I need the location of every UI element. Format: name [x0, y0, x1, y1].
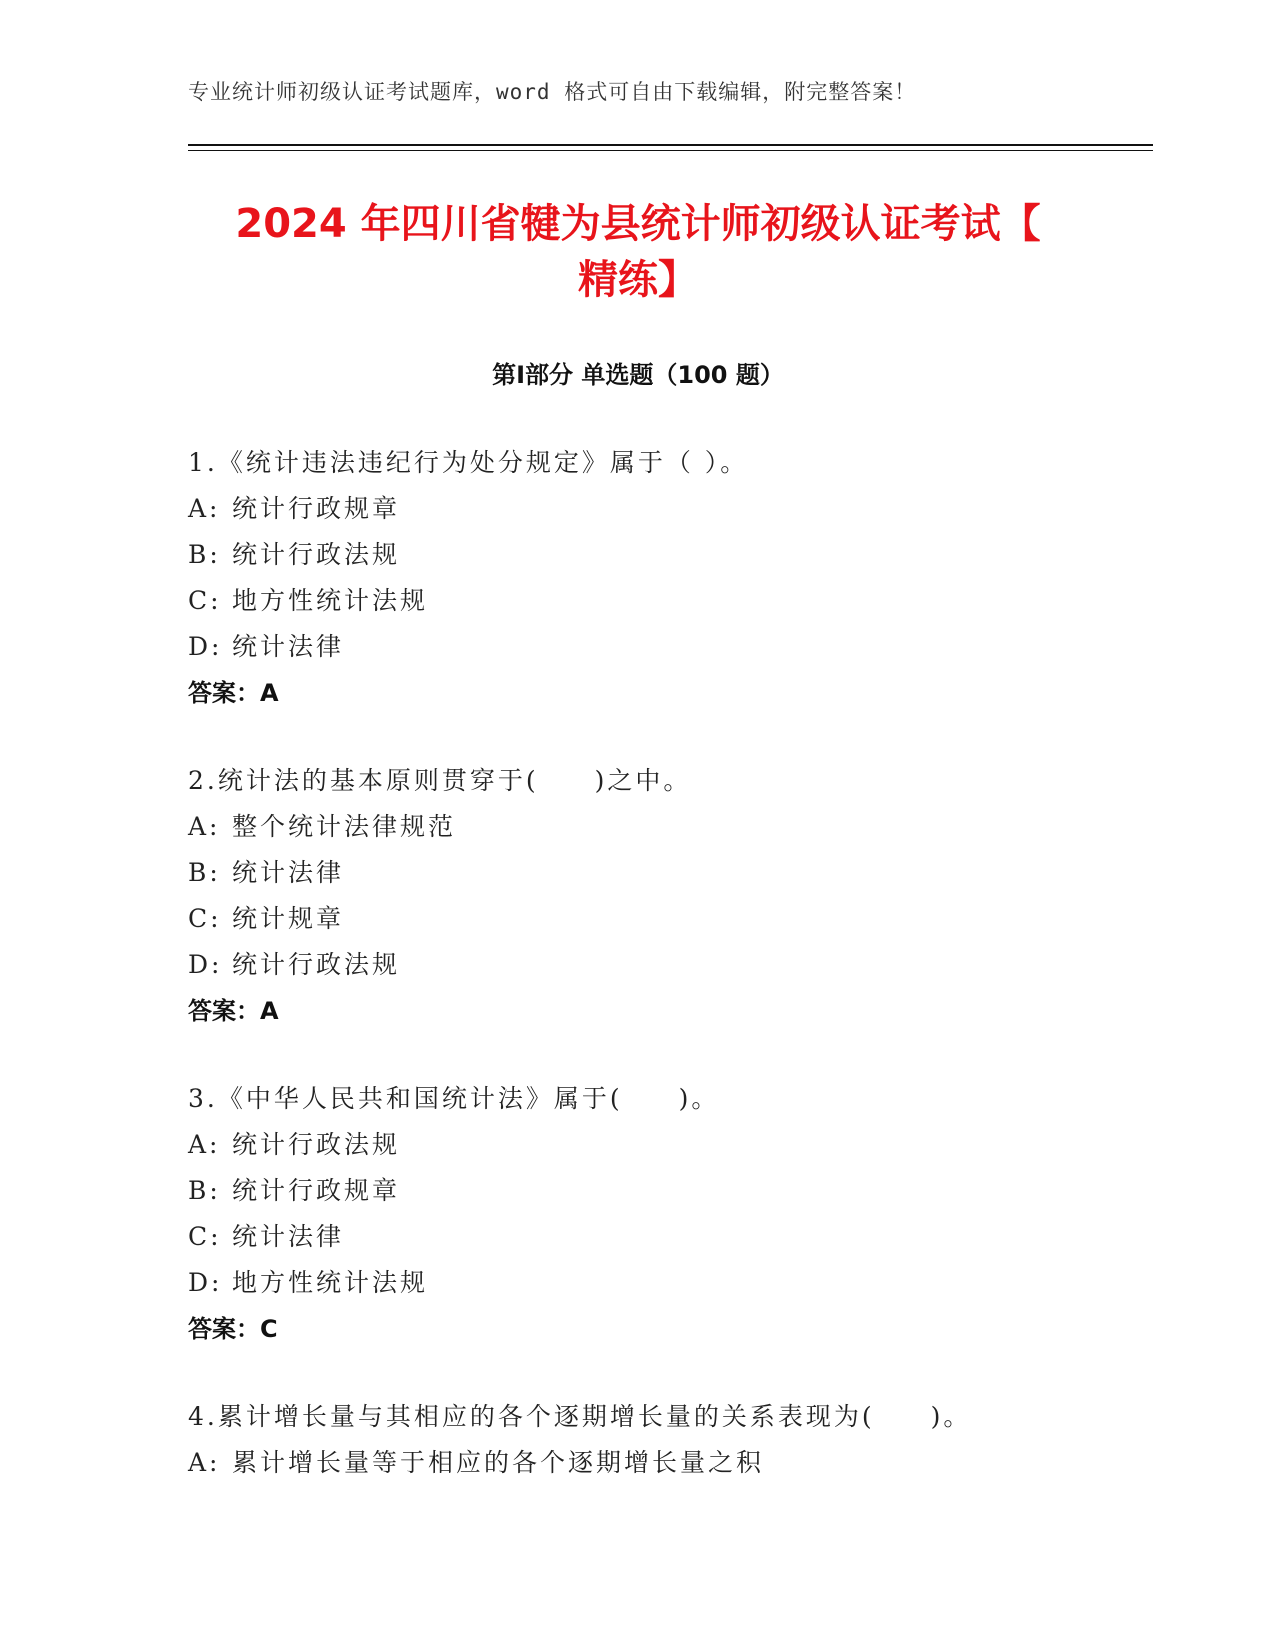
- document-title-line1: 2024 年四川省犍为县统计师初级认证考试【: [235, 201, 1041, 247]
- option-letter: D:: [188, 950, 223, 979]
- section-title: 第Ⅰ部分 单选题（100 题）: [492, 361, 784, 389]
- option-d: [188, 942, 1138, 988]
- option-letter: C:: [188, 904, 222, 933]
- answer-label: 答案：: [188, 679, 260, 707]
- option-c: [188, 1214, 1138, 1260]
- option-letter: D:: [188, 632, 223, 661]
- option-text: 统计行政规章: [232, 494, 401, 523]
- answer-value: A: [260, 679, 279, 707]
- option-letter: B:: [188, 858, 221, 887]
- option-b: [188, 850, 1138, 896]
- answer-label: 答案：: [188, 997, 260, 1025]
- option-a: [188, 1122, 1138, 1168]
- option-text: 统计法律: [232, 632, 345, 661]
- option-b: [188, 1168, 1138, 1214]
- option-a: [188, 804, 1138, 850]
- option-text: 统计行政法规: [232, 950, 401, 979]
- question-stem: 3.《中华人民共和国统计法》属于( )。: [188, 1084, 720, 1113]
- header-note: 专业统计师初级认证考试题库，word 格式可自由下载编辑，附完整答案！: [188, 80, 917, 104]
- answer-value: C: [260, 1315, 278, 1343]
- option-text: 统计规章: [232, 904, 345, 933]
- question-stem: 4.累计增长量与其相应的各个逐期增长量的关系表现为( )。: [188, 1402, 972, 1431]
- option-letter: A:: [188, 494, 221, 523]
- option-text: 统计法律: [232, 1222, 345, 1251]
- option-letter: B:: [188, 1176, 221, 1205]
- option-text: 地方性统计法规: [232, 1268, 429, 1297]
- option-letter: A:: [188, 1448, 221, 1477]
- header-rule: [188, 144, 1153, 146]
- option-letter: A:: [188, 1130, 221, 1159]
- document-title: [188, 196, 1088, 308]
- option-text: 整个统计法律规范: [232, 812, 457, 841]
- question-3: [188, 1076, 1138, 1352]
- option-b: [188, 532, 1138, 578]
- answer: [188, 988, 1138, 1034]
- question-stem: 2.统计法的基本原则贯穿于( )之中。: [188, 766, 692, 795]
- option-letter: B:: [188, 540, 221, 569]
- option-text: 统计法律: [232, 858, 345, 887]
- option-c: [188, 578, 1138, 624]
- option-letter: C:: [188, 586, 222, 615]
- option-text: 累计增长量等于相应的各个逐期增长量之积: [232, 1448, 765, 1477]
- option-letter: C:: [188, 1222, 222, 1251]
- answer-value: A: [260, 997, 279, 1025]
- option-a: [188, 486, 1138, 532]
- answer: [188, 1306, 1138, 1352]
- question-1: [188, 440, 1138, 716]
- answer: [188, 670, 1138, 716]
- option-text: 统计行政法规: [232, 540, 401, 569]
- option-d: [188, 624, 1138, 670]
- option-a: [188, 1440, 1138, 1486]
- option-d: [188, 1260, 1138, 1306]
- option-letter: D:: [188, 1268, 223, 1297]
- option-text: 地方性统计法规: [232, 586, 429, 615]
- question-stem: 1.《统计违法违纪行为处分规定》属于（ ）。: [188, 448, 749, 477]
- header-rule-thin: [188, 150, 1153, 151]
- option-letter: A:: [188, 812, 221, 841]
- option-text: 统计行政规章: [232, 1176, 401, 1205]
- option-c: [188, 896, 1138, 942]
- question-list: [188, 440, 1138, 1528]
- question-2: [188, 758, 1138, 1034]
- question-4: [188, 1394, 1138, 1486]
- answer-label: 答案：: [188, 1315, 260, 1343]
- document-title-line2: 精练】: [578, 257, 698, 303]
- option-text: 统计行政法规: [232, 1130, 401, 1159]
